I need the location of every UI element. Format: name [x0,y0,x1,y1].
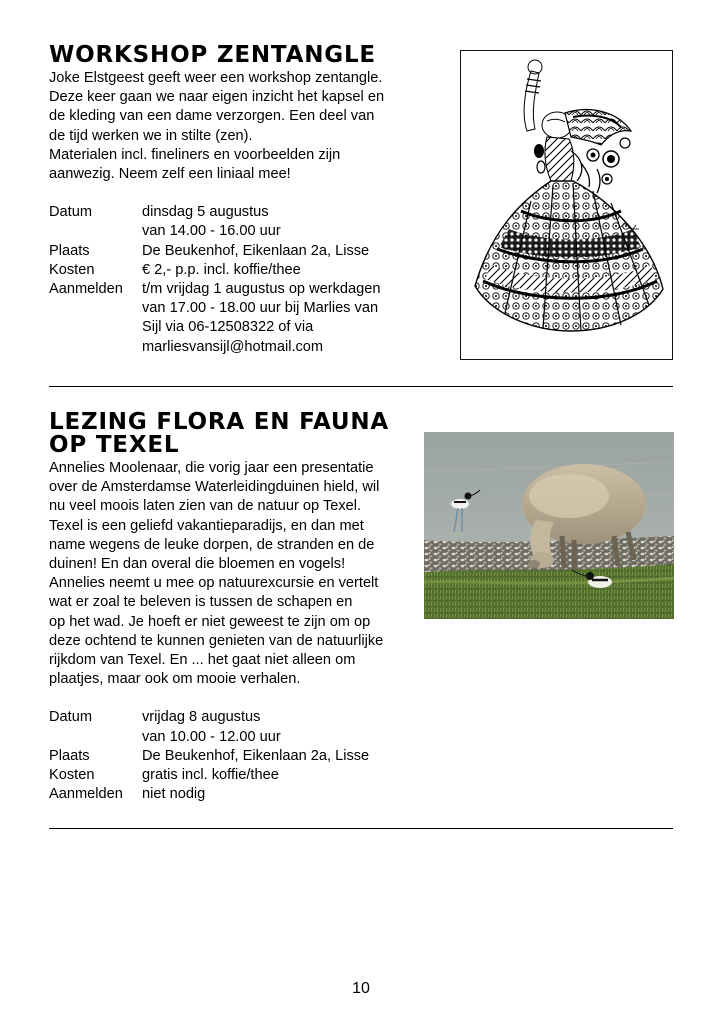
info-row-plaats [49,242,381,261]
body-line: duinen! En dan overal die bloemen en vogels! [49,556,346,573]
lezing-texel-section [49,411,419,804]
body-line: nu veel moois laten zien van de natuur op Texel. [49,498,362,515]
info-value-line: vrijdag 8 augustus [142,709,261,726]
info-value-line: marliesvansijl@hotmail.com [142,338,324,355]
body-line: Annelies neemt u mee op natuurexcursie en vertelt [49,575,379,592]
body-line: Annelies Moolenaar, die vorig jaar een presentatie [49,460,374,476]
info-value: De Beukenhof, Eikenlaan 2a, Lisse [142,242,370,259]
info-value [142,280,381,357]
body-line: Materialen incl. fineliners en voorbeelden zijn [49,146,341,163]
body-line: name wegens de leuke dorpen, de stranden en de [49,536,375,553]
body-line: aanwezig. Neem zelf een liniaal mee! [49,166,291,183]
info-value [142,203,381,241]
info-row-datum [49,708,369,746]
workshop-zentangle-section [49,44,429,357]
body-line: over de Amsterdamse Waterleidingduinen hield, wil [49,479,380,496]
body-line: Deze keer gaan we naar eigen inzicht het kapsel en [49,89,385,106]
info-row-aanmelden [49,785,369,804]
info-value-line: dinsdag 5 augustus [142,204,269,221]
event-info-table [49,203,381,357]
body-line: op het wad. Je hoeft er niet geweest te zijn om op [49,613,371,630]
info-value: niet nodig [142,786,206,803]
info-label: Aanmelden [49,281,123,298]
info-label: Kosten [49,767,95,784]
section-body [49,459,419,689]
info-value: De Beukenhof, Eikenlaan 2a, Lisse [142,747,370,764]
info-value [142,708,369,746]
body-line: rijkdom van Texel. En ... het gaat niet alleen om [49,652,356,669]
body-line: Texel is een geliefd vakantieparadijs, en dan met [49,517,364,534]
info-row-plaats [49,747,369,766]
info-label: Datum [49,709,92,726]
info-row-datum [49,203,381,241]
info-label: Plaats [49,242,90,259]
info-label: Datum [49,204,92,221]
info-row-kosten [49,766,369,785]
section-title-line: WORKSHOP ZENTANGLE [49,42,376,68]
section-title [49,411,419,457]
info-value-line: van 17.00 - 18.00 uur bij Marlies van [142,300,379,317]
sheep-and-avocets-photo [424,432,674,619]
body-line: de kleding van een dame verzorgen. Een deel van [49,108,375,125]
info-value: gratis incl. koffie/thee [142,767,279,784]
info-row-aanmelden [49,280,381,357]
info-value: € 2,- p.p. incl. koffie/thee [142,261,301,278]
info-value-line: Sijl via 06-12508322 of via [142,319,314,336]
section-title [49,44,429,67]
section-divider [49,828,673,829]
section-body [49,69,429,184]
info-label: Aanmelden [49,786,123,803]
info-row-kosten [49,261,381,280]
body-line: Joke Elstgeest geeft weer een workshop zentangle. [49,70,383,86]
section-divider [49,386,673,387]
info-value-line: van 10.00 - 12.00 uur [142,728,281,745]
info-label: Plaats [49,747,90,764]
info-label: Kosten [49,261,95,278]
event-info-table [49,708,369,804]
page-number: 10 [352,980,370,997]
body-line: de tijd werken we in stilte (zen). [49,127,253,144]
section-title-line: OP TEXEL [49,432,180,458]
body-line: deze ochtend te kunnen genieten van de natuurlijke [49,632,384,649]
body-line: wat er zoal te beleven is tussen de schapen en [49,594,353,611]
info-value-line: van 14.00 - 16.00 uur [142,223,281,240]
info-value-line: t/m vrijdag 1 augustus op werkdagen [142,281,381,298]
zentangle-dancer-image [460,50,673,360]
body-line: plaatjes, maar ook om mooie verhalen. [49,671,301,688]
section-title-line: LEZING FLORA EN FAUNA [49,409,390,435]
